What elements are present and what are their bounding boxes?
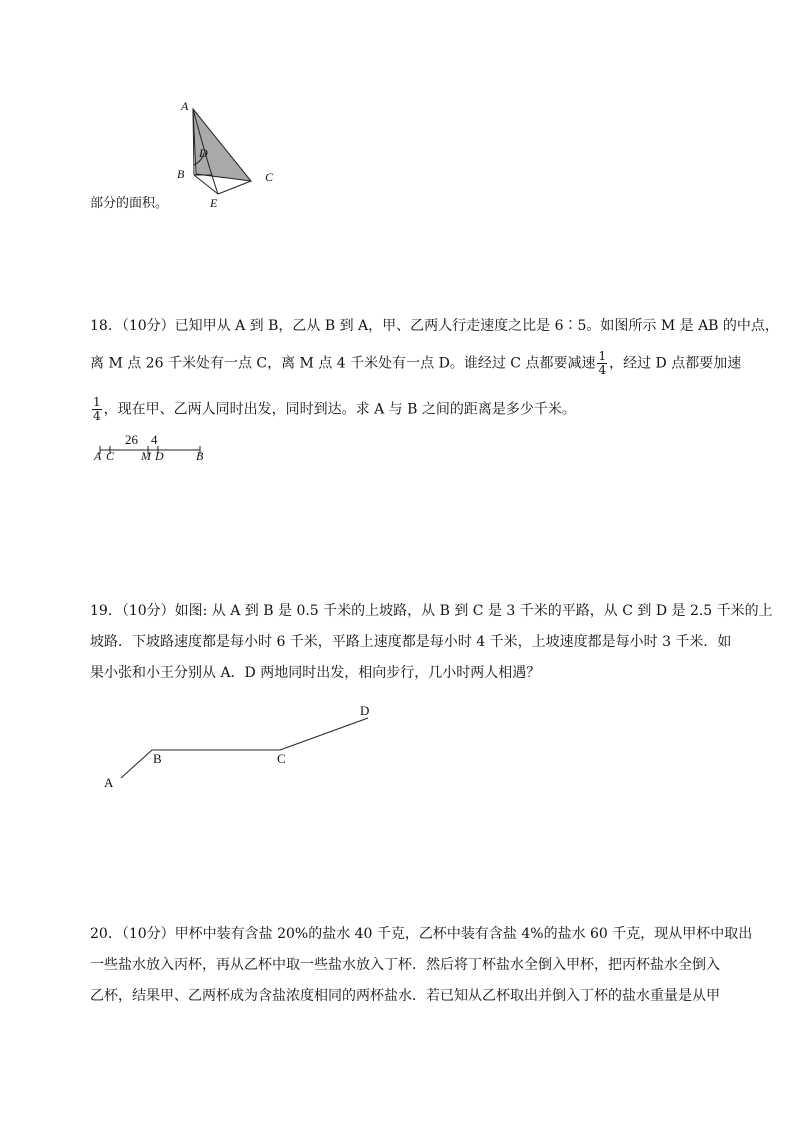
q19-line-3: 果小张和小王分别从 A．D 两地同时出发，相向步行，几小时两人相遇？ (90, 665, 541, 681)
q18-line-3-text: ，现在甲、乙两人同时出发，同时到达。求 A 与 B 之间的距离是多少千米。 (103, 401, 576, 418)
q20-line-3: 乙杯，结果甲、乙两杯成为含盐浓度相同的两杯盐水．若已知从乙杯取出并倒入丁杯的盐水重量是从甲 (90, 988, 720, 1004)
nl-label-b: B (196, 449, 204, 463)
label-b: B (177, 167, 185, 181)
route-label-a: A (104, 775, 114, 790)
q19-line-2: 坡路．下坡路速度都是每小时 6 千米，平路上速度都是每小时 4 千米，上坡速度都是每小时 3 千米．如 (90, 634, 732, 650)
nl-label-a: A (94, 449, 102, 463)
dist-md-label: 4 (151, 432, 158, 447)
q20-line-2: 一些盐水放入丙杯，再从乙杯中取一些盐水放入丁杯．然后将丁杯盐水全倒入甲杯，把丙杯盐水全倒入 (90, 957, 720, 973)
q19-path-figure (100, 700, 390, 800)
fraction-den: 4 (598, 363, 607, 377)
shaded-triangle (193, 109, 251, 181)
q18-line-2b: ，经过 D 点都要加速 (609, 355, 742, 372)
route-label-b: B (153, 751, 162, 766)
q18-line-1: 18．（10分）已知甲从 A 到 B，乙从 B 到 A，甲、乙两人行走速度之比是 6∶5。如图所示 M 是 AB 的中点， (90, 318, 779, 334)
label-a: A (181, 99, 189, 113)
fraction-den-2: 4 (93, 409, 101, 423)
arc-ec (218, 181, 251, 194)
q20-line-1: 20．（10分）甲杯中装有含盐 20%的盐水 40 千克，乙杯中装有含盐 4%的盐水 60 千克，现从甲杯中取出 (90, 926, 753, 942)
label-c: C (265, 170, 274, 184)
label-e: E (210, 196, 218, 210)
label-d: D (199, 146, 208, 160)
fraction-num: 1 (598, 349, 607, 363)
route-label-d: D (360, 703, 370, 718)
route-label-c: C (277, 751, 286, 766)
fraction-one-quarter (597, 350, 607, 377)
q19-line-1: 19．（10分）如图: 从 A 到 B 是 0.5 千米的上坡路，从 B 到 C 是 3 千米的平路，从 C 到 D 是 2.5 千米的上 (90, 603, 773, 619)
route-line (121, 718, 368, 778)
q18-line-2a: 离 M 点 26 千米处有一点 C，离 M 点 4 千米处有一点 D。谁经过 C 点都要减速 (90, 355, 596, 372)
fraction-num-2: 1 (93, 395, 101, 409)
fraction-one-quarter-2 (92, 396, 102, 423)
fig17-caption: 部分的面积。 (90, 196, 169, 211)
q18-line-2 (90, 350, 741, 377)
nl-label-d: D (155, 449, 164, 463)
nl-label-c: C (106, 449, 115, 463)
nl-label-m: M (141, 449, 151, 463)
q18-line-3 (90, 396, 576, 423)
dist-cm-label: 26 (125, 432, 138, 447)
